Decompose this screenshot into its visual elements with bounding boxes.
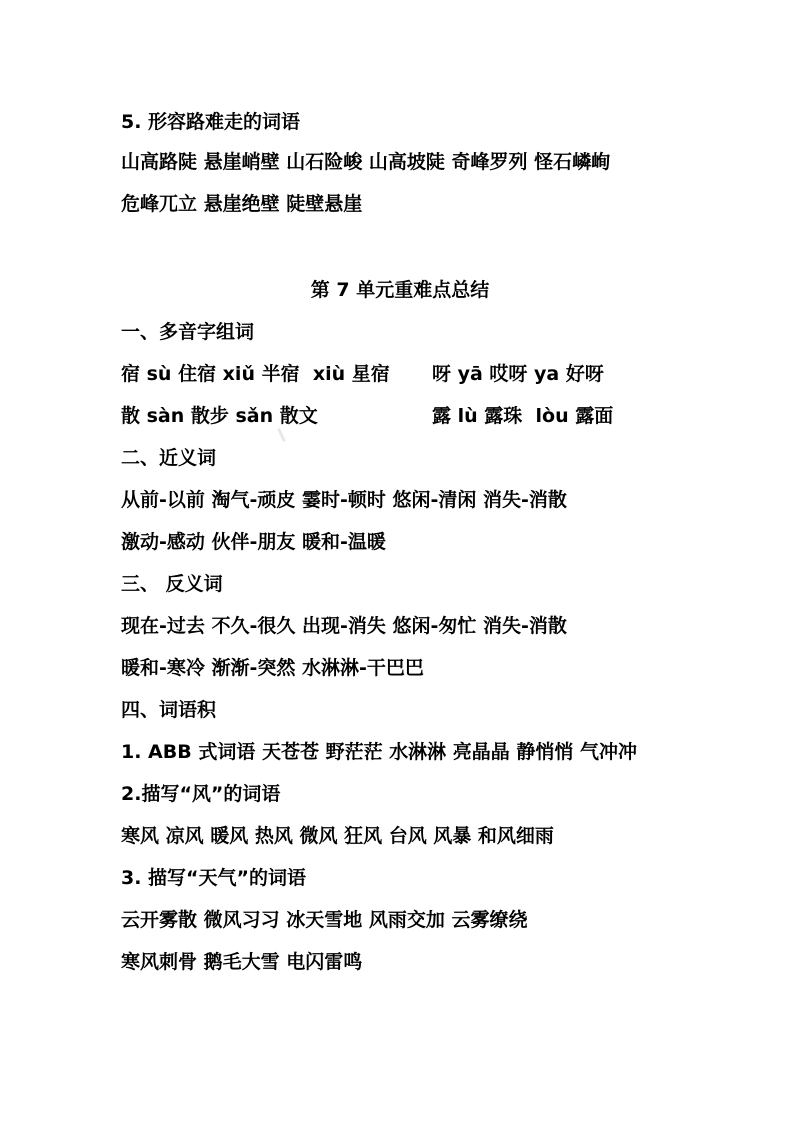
section5-line-2: 危峰兀立 悬崖绝壁 陡壁悬崖	[121, 193, 363, 215]
antonyms-line-2: 暖和-寒冷 渐渐-突然 水淋淋-干巴巴	[121, 657, 424, 679]
vocab-heading: 四、词语积	[121, 699, 217, 721]
vocab-weather-heading: 3. 描写“天气”的词语	[121, 867, 307, 889]
polyphones-heading: 一、多音字组词	[121, 321, 255, 343]
section5-heading: 5. 形容路难走的词语	[121, 111, 301, 133]
scan-speck	[277, 428, 286, 442]
polyphones-row2-right: 露 lù 露珠 lòu 露面	[432, 405, 614, 427]
synonyms-line-2: 激动-感动 伙伴-朋友 暖和-温暖	[121, 531, 386, 553]
vocab-weather-line-2: 寒风刺骨 鹅毛大雪 电闪雷鸣	[121, 951, 363, 973]
vocab-abb-line: 1. ABB 式词语 天苍苍 野茫茫 水淋淋 亮晶晶 静悄悄 气冲冲	[121, 741, 638, 763]
antonyms-heading: 三、 反义词	[121, 573, 223, 595]
antonyms-line-1: 现在-过去 不久-很久 出现-消失 悠闲-匆忙 消失-消散	[121, 615, 567, 637]
polyphones-row1-left: 宿 sù 住宿 xiǔ 半宿 xiù 星宿	[121, 363, 390, 385]
synonyms-line-1: 从前-以前 淘气-顽皮 霎时-顿时 悠闲-清闲 消失-消散	[121, 489, 567, 511]
polyphones-row1-right: 呀 yā 哎呀 ya 好呀	[432, 363, 604, 385]
unit-title: 第 7 单元重难点总结	[310, 279, 490, 301]
polyphones-row2-left: 散 sàn 散步 sǎn 散文	[121, 405, 318, 427]
section5-line-1: 山高路陡 悬崖峭壁 山石险峻 山高坡陡 奇峰罗列 怪石嶙峋	[121, 151, 611, 173]
vocab-wind-words: 寒风 凉风 暖风 热风 微风 狂风 台风 风暴 和风细雨	[121, 825, 554, 847]
synonyms-heading: 二、近义词	[121, 447, 217, 469]
vocab-weather-line-1: 云开雾散 微风习习 冰天雪地 风雨交加 云雾缭绕	[121, 909, 528, 931]
vocab-wind-heading: 2.描写“风”的词语	[121, 783, 281, 805]
